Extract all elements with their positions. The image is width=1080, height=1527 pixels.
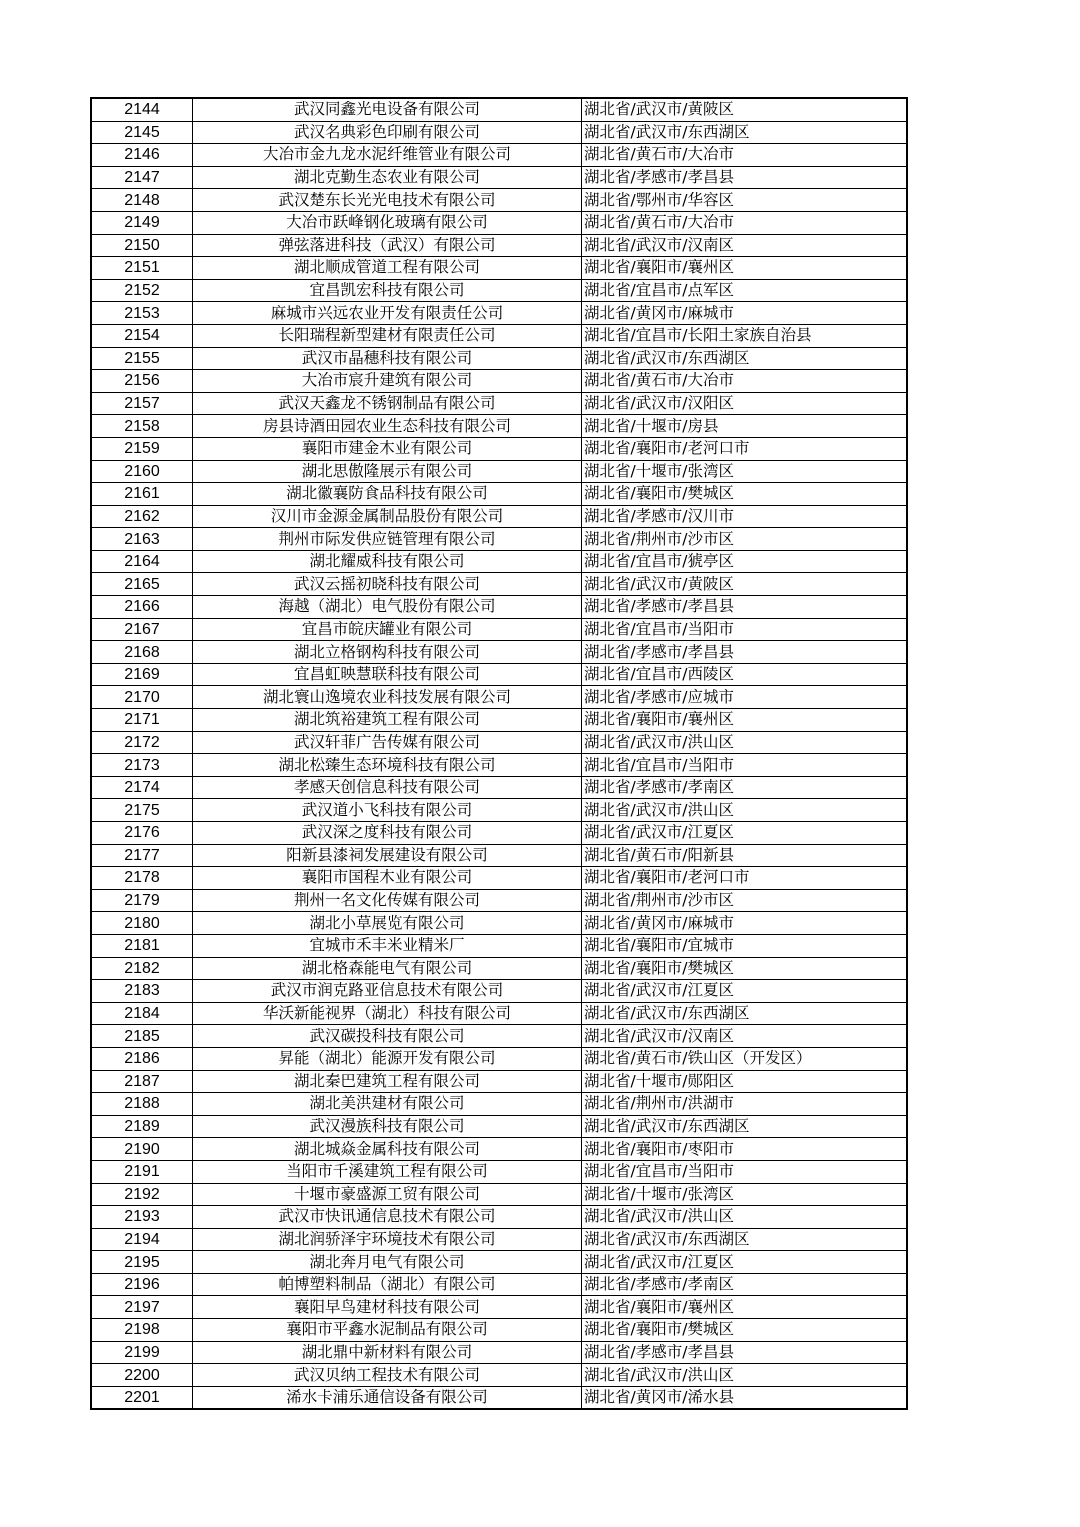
company-location: 湖北省/孝感市/应城市 [582,686,908,709]
row-number: 2194 [91,1228,193,1251]
company-name: 汉川市金源金属制品股份有限公司 [193,505,582,528]
company-location: 湖北省/黄石市/大冶市 [582,144,908,167]
company-location: 湖北省/襄阳市/老河口市 [582,867,908,890]
company-name: 大冶市宸升建筑有限公司 [193,370,582,393]
company-name: 湖北鼎中新材料有限公司 [193,1341,582,1364]
table-row [91,912,907,935]
row-number: 2162 [91,505,193,528]
company-location: 湖北省/黄石市/大冶市 [582,211,908,234]
row-number: 2174 [91,776,193,799]
table-row [91,392,907,415]
table-row [91,437,907,460]
company-name: 宜昌凯宏科技有限公司 [193,279,582,302]
table-row [91,550,907,573]
row-number: 2186 [91,1047,193,1070]
company-location: 湖北省/十堰市/郧阳区 [582,1070,908,1093]
company-location: 湖北省/武汉市/东西湖区 [582,1228,908,1251]
company-location: 湖北省/荆州市/沙市区 [582,528,908,551]
table-row [91,776,907,799]
company-name: 武汉碳投科技有限公司 [193,1025,582,1048]
company-location: 湖北省/武汉市/黄陂区 [582,98,908,121]
company-name: 海越（湖北）电气股份有限公司 [193,596,582,619]
company-name: 武汉云摇初晓科技有限公司 [193,573,582,596]
table-row [91,1228,907,1251]
company-location: 湖北省/孝感市/孝南区 [582,776,908,799]
table-row [91,573,907,596]
company-name: 浠水卡浦乐通信设备有限公司 [193,1386,582,1409]
company-location: 湖北省/襄阳市/樊城区 [582,1319,908,1342]
company-name: 麻城市兴远农业开发有限责任公司 [193,302,582,325]
company-name: 房县诗酒田园农业生态科技有限公司 [193,415,582,438]
row-number: 2196 [91,1273,193,1296]
table-row [91,957,907,980]
company-name: 宜城市禾丰米业精米厂 [193,934,582,957]
table-row [91,1251,907,1274]
row-number: 2182 [91,957,193,980]
row-number: 2164 [91,550,193,573]
row-number: 2181 [91,934,193,957]
company-name: 武汉轩菲广告传媒有限公司 [193,731,582,754]
row-number: 2163 [91,528,193,551]
table-row [91,1160,907,1183]
company-name: 湖北思傲隆展示有限公司 [193,460,582,483]
row-number: 2169 [91,663,193,686]
company-name: 阳新县漆祠发展建设有限公司 [193,844,582,867]
company-location: 湖北省/宜昌市/当阳市 [582,1160,908,1183]
company-name: 十堰市豪盛源工贸有限公司 [193,1183,582,1206]
row-number: 2150 [91,234,193,257]
company-location: 湖北省/宜昌市/当阳市 [582,754,908,777]
company-table [90,97,908,1410]
company-name: 荆州一名文化传媒有限公司 [193,889,582,912]
table-row [91,1115,907,1138]
company-name: 湖北徽襄防食品科技有限公司 [193,483,582,506]
row-number: 2175 [91,799,193,822]
table-row [91,1002,907,1025]
row-number: 2146 [91,144,193,167]
company-location: 湖北省/武汉市/江夏区 [582,1251,908,1274]
company-location: 湖北省/襄阳市/枣阳市 [582,1138,908,1161]
row-number: 2180 [91,912,193,935]
table-row [91,483,907,506]
table-row [91,189,907,212]
table-row [91,844,907,867]
company-name: 湖北奔月电气有限公司 [193,1251,582,1274]
company-location: 湖北省/武汉市/黄陂区 [582,573,908,596]
row-number: 2151 [91,257,193,280]
row-number: 2197 [91,1296,193,1319]
company-name: 武汉同鑫光电设备有限公司 [193,98,582,121]
company-location: 湖北省/襄阳市/襄州区 [582,1296,908,1319]
table-row [91,889,907,912]
table-row [91,934,907,957]
company-name: 武汉道小飞科技有限公司 [193,799,582,822]
table-row [91,166,907,189]
table-row [91,279,907,302]
company-location: 湖北省/孝感市/孝昌县 [582,641,908,664]
row-number: 2185 [91,1025,193,1048]
company-name: 襄阳市建金木业有限公司 [193,437,582,460]
company-name: 宜昌虹映慧联科技有限公司 [193,663,582,686]
company-location: 湖北省/鄂州市/华容区 [582,189,908,212]
company-name: 湖北克勤生态农业有限公司 [193,166,582,189]
table-row [91,505,907,528]
company-name: 大冶市跃峰钢化玻璃有限公司 [193,211,582,234]
company-location: 湖北省/荆州市/沙市区 [582,889,908,912]
company-location: 湖北省/武汉市/江夏区 [582,980,908,1003]
company-name: 湖北立格钢构科技有限公司 [193,641,582,664]
table-row [91,370,907,393]
table-row [91,1138,907,1161]
company-location: 湖北省/孝感市/孝昌县 [582,166,908,189]
row-number: 2184 [91,1002,193,1025]
table-row [91,822,907,845]
row-number: 2170 [91,686,193,709]
company-location: 湖北省/襄阳市/襄州区 [582,257,908,280]
row-number: 2199 [91,1341,193,1364]
row-number: 2159 [91,437,193,460]
company-location: 湖北省/襄阳市/老河口市 [582,437,908,460]
company-name: 当阳市千溪建筑工程有限公司 [193,1160,582,1183]
row-number: 2166 [91,596,193,619]
table-body [91,98,907,1409]
row-number: 2172 [91,731,193,754]
company-name: 湖北寰山逸境农业科技发展有限公司 [193,686,582,709]
company-location: 湖北省/十堰市/张湾区 [582,460,908,483]
row-number: 2200 [91,1364,193,1387]
table-row [91,1341,907,1364]
company-location: 湖北省/武汉市/洪山区 [582,731,908,754]
row-number: 2178 [91,867,193,890]
row-number: 2201 [91,1386,193,1409]
row-number: 2187 [91,1070,193,1093]
row-number: 2191 [91,1160,193,1183]
company-location: 湖北省/孝感市/汉川市 [582,505,908,528]
table-row [91,686,907,709]
row-number: 2192 [91,1183,193,1206]
table-row [91,799,907,822]
row-number: 2177 [91,844,193,867]
row-number: 2158 [91,415,193,438]
company-name: 孝感天创信息科技有限公司 [193,776,582,799]
company-location: 湖北省/黄石市/铁山区（开发区） [582,1047,908,1070]
row-number: 2173 [91,754,193,777]
company-name: 湖北秦巴建筑工程有限公司 [193,1070,582,1093]
company-location: 湖北省/黄冈市/浠水县 [582,1386,908,1409]
company-location: 湖北省/孝感市/孝昌县 [582,1341,908,1364]
company-location: 湖北省/孝感市/孝南区 [582,1273,908,1296]
table-row [91,144,907,167]
company-name: 武汉名典彩色印刷有限公司 [193,121,582,144]
company-location: 湖北省/宜昌市/西陵区 [582,663,908,686]
company-location: 湖北省/武汉市/东西湖区 [582,1115,908,1138]
company-location: 湖北省/襄阳市/襄州区 [582,709,908,732]
row-number: 2189 [91,1115,193,1138]
company-name: 华沃新能视界（湖北）科技有限公司 [193,1002,582,1025]
company-location: 湖北省/黄石市/大冶市 [582,370,908,393]
company-name: 湖北美洪建材有限公司 [193,1093,582,1116]
table-row [91,618,907,641]
company-name: 昇能（湖北）能源开发有限公司 [193,1047,582,1070]
table-row [91,1070,907,1093]
row-number: 2167 [91,618,193,641]
company-location: 湖北省/荆州市/洪湖市 [582,1093,908,1116]
table-row [91,98,907,121]
table-row [91,234,907,257]
table-row [91,1183,907,1206]
company-name: 长阳瑞程新型建材有限责任公司 [193,324,582,347]
row-number: 2160 [91,460,193,483]
company-name: 武汉贝纳工程技术有限公司 [193,1364,582,1387]
row-number: 2183 [91,980,193,1003]
company-name: 襄阳市平鑫水泥制品有限公司 [193,1319,582,1342]
row-number: 2161 [91,483,193,506]
company-name: 湖北筑裕建筑工程有限公司 [193,709,582,732]
company-name: 湖北耀威科技有限公司 [193,550,582,573]
company-location: 湖北省/宜昌市/当阳市 [582,618,908,641]
company-name: 襄阳早鸟建材科技有限公司 [193,1296,582,1319]
table-row [91,709,907,732]
company-name: 湖北小草展览有限公司 [193,912,582,935]
row-number: 2144 [91,98,193,121]
table-row [91,596,907,619]
table-row [91,1319,907,1342]
company-location: 湖北省/宜昌市/猇亭区 [582,550,908,573]
company-name: 湖北顺成管道工程有限公司 [193,257,582,280]
company-name: 武汉漫族科技有限公司 [193,1115,582,1138]
table-row [91,980,907,1003]
company-name: 武汉市晶穗科技有限公司 [193,347,582,370]
table-row [91,1273,907,1296]
table-row [91,415,907,438]
table-row [91,754,907,777]
company-location: 湖北省/襄阳市/樊城区 [582,957,908,980]
company-location: 湖北省/宜昌市/点军区 [582,279,908,302]
row-number: 2165 [91,573,193,596]
company-name: 宜昌市皖庆罐业有限公司 [193,618,582,641]
row-number: 2179 [91,889,193,912]
company-name: 武汉市润克路亚信息技术有限公司 [193,980,582,1003]
company-name: 武汉天鑫龙不锈钢制品有限公司 [193,392,582,415]
row-number: 2153 [91,302,193,325]
company-name: 湖北润骄泽宇环境技术有限公司 [193,1228,582,1251]
company-name: 武汉深之度科技有限公司 [193,822,582,845]
table-row [91,1025,907,1048]
company-name: 湖北松臻生态环境科技有限公司 [193,754,582,777]
row-number: 2171 [91,709,193,732]
company-location: 湖北省/武汉市/汉阳区 [582,392,908,415]
row-number: 2154 [91,324,193,347]
table-row [91,528,907,551]
table-row [91,663,907,686]
company-location: 湖北省/武汉市/洪山区 [582,799,908,822]
table-row [91,460,907,483]
table-row [91,302,907,325]
row-number: 2190 [91,1138,193,1161]
company-name: 武汉市快讯通信息技术有限公司 [193,1206,582,1229]
company-location: 湖北省/孝感市/孝昌县 [582,596,908,619]
table-row [91,1206,907,1229]
company-name: 湖北格森能电气有限公司 [193,957,582,980]
company-location: 湖北省/武汉市/东西湖区 [582,1002,908,1025]
row-number: 2148 [91,189,193,212]
row-number: 2195 [91,1251,193,1274]
company-name: 弹弦落进科技（武汉）有限公司 [193,234,582,257]
table-row [91,121,907,144]
company-name: 帕博塑料制品（湖北）有限公司 [193,1273,582,1296]
company-location: 湖北省/十堰市/张湾区 [582,1183,908,1206]
company-location: 湖北省/武汉市/东西湖区 [582,121,908,144]
table-row [91,324,907,347]
table-row [91,1296,907,1319]
company-name: 大冶市金九龙水泥纤维管业有限公司 [193,144,582,167]
row-number: 2188 [91,1093,193,1116]
table-row [91,211,907,234]
row-number: 2145 [91,121,193,144]
company-location: 湖北省/宜昌市/长阳土家族自治县 [582,324,908,347]
table-row [91,1047,907,1070]
row-number: 2156 [91,370,193,393]
company-location: 湖北省/襄阳市/宜城市 [582,934,908,957]
row-number: 2157 [91,392,193,415]
company-name: 襄阳市国程木业有限公司 [193,867,582,890]
company-location: 湖北省/十堰市/房县 [582,415,908,438]
row-number: 2147 [91,166,193,189]
table-row [91,867,907,890]
company-location: 湖北省/武汉市/洪山区 [582,1206,908,1229]
table-row [91,731,907,754]
company-location: 湖北省/武汉市/汉南区 [582,1025,908,1048]
company-location: 湖北省/襄阳市/樊城区 [582,483,908,506]
row-number: 2198 [91,1319,193,1342]
company-location: 湖北省/武汉市/江夏区 [582,822,908,845]
row-number: 2155 [91,347,193,370]
row-number: 2176 [91,822,193,845]
company-location: 湖北省/黄冈市/麻城市 [582,302,908,325]
company-location: 湖北省/武汉市/东西湖区 [582,347,908,370]
company-location: 湖北省/武汉市/汉南区 [582,234,908,257]
table-row [91,1093,907,1116]
table-row [91,1364,907,1387]
company-location: 湖北省/黄石市/阳新县 [582,844,908,867]
company-location: 湖北省/武汉市/洪山区 [582,1364,908,1387]
company-location: 湖北省/黄冈市/麻城市 [582,912,908,935]
company-name: 武汉楚东长光光电技术有限公司 [193,189,582,212]
table-row [91,257,907,280]
company-name: 荆州市际发供应链管理有限公司 [193,528,582,551]
row-number: 2193 [91,1206,193,1229]
table-row [91,347,907,370]
company-name: 湖北城焱金属科技有限公司 [193,1138,582,1161]
row-number: 2149 [91,211,193,234]
row-number: 2152 [91,279,193,302]
table-row [91,641,907,664]
table-row [91,1386,907,1409]
row-number: 2168 [91,641,193,664]
